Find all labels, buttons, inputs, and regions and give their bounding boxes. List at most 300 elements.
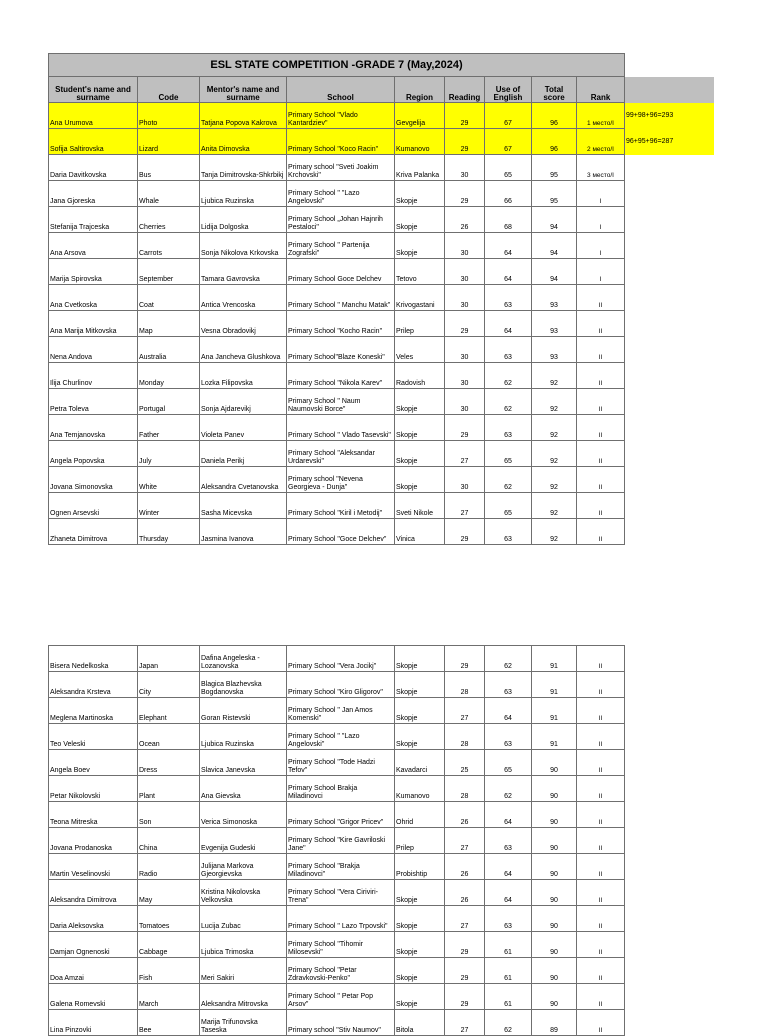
- use-of-english-score: 61: [485, 932, 532, 958]
- use-of-english-score: 62: [485, 776, 532, 802]
- table-row: [49, 129, 715, 155]
- reading-score: 30: [445, 467, 485, 493]
- student-name: Petar Nikolovski: [49, 776, 138, 802]
- total-score: 92: [532, 415, 577, 441]
- student-name: Sofija Saltirovska: [49, 129, 138, 155]
- rank: II: [577, 646, 625, 672]
- rank: II: [577, 750, 625, 776]
- reading-score: 28: [445, 672, 485, 698]
- mentor-name: Jasmina Ivanova: [200, 519, 287, 545]
- rank: II: [577, 984, 625, 1010]
- reading-score: 29: [445, 129, 485, 155]
- rank: II: [577, 958, 625, 984]
- region: Skopje: [395, 932, 445, 958]
- code: City: [138, 672, 200, 698]
- code: Cabbage: [138, 932, 200, 958]
- table-row: [49, 698, 625, 724]
- mentor-name: Marija Trifunovska Taseska: [200, 1010, 287, 1036]
- total-score: 90: [532, 984, 577, 1010]
- code: Winter: [138, 493, 200, 519]
- school: Primary School "Tihomir Milosevski": [287, 932, 395, 958]
- student-name: Galena Romevski: [49, 984, 138, 1010]
- document-title: ESL STATE COMPETITION -GRADE 7 (May,2024): [49, 54, 625, 77]
- mentor-name: Daniela Perikj: [200, 441, 287, 467]
- total-score: 90: [532, 854, 577, 880]
- total-score: 92: [532, 467, 577, 493]
- mentor-name: Tanja Dimitrovska-Shkrbikj: [200, 155, 287, 181]
- school: Primary School "Nikola Karev": [287, 363, 395, 389]
- total-score: 92: [532, 389, 577, 415]
- use-of-english-score: 64: [485, 854, 532, 880]
- student-name: Damjan Ognenoski: [49, 932, 138, 958]
- region: Prilep: [395, 311, 445, 337]
- rank: II: [577, 724, 625, 750]
- student-name: Petra Toleva: [49, 389, 138, 415]
- table-row: [49, 207, 715, 233]
- region: Kavadarci: [395, 750, 445, 776]
- mentor-name: Kristina Nikolovska Velkovska: [200, 880, 287, 906]
- table-row: [49, 828, 625, 854]
- region: Skopje: [395, 880, 445, 906]
- rank: II: [577, 519, 625, 545]
- total-score: 90: [532, 906, 577, 932]
- use-of-english-score: 61: [485, 958, 532, 984]
- school: Primary school "Sveti Joakim Krchovski": [287, 155, 395, 181]
- rank: II: [577, 828, 625, 854]
- use-of-english-score: 62: [485, 646, 532, 672]
- use-of-english-score: 68: [485, 207, 532, 233]
- mentor-name: Julijana Markova Gjeorgievska: [200, 854, 287, 880]
- student-name: Martin Veselinovski: [49, 854, 138, 880]
- reading-score: 27: [445, 441, 485, 467]
- region: Veles: [395, 337, 445, 363]
- code: Radio: [138, 854, 200, 880]
- region: Prilep: [395, 828, 445, 854]
- region: Skopje: [395, 389, 445, 415]
- total-score: 95: [532, 155, 577, 181]
- code: Dress: [138, 750, 200, 776]
- table-row: [49, 932, 625, 958]
- region: Skopje: [395, 441, 445, 467]
- code: Bee: [138, 1010, 200, 1036]
- table-row: [49, 958, 625, 984]
- use-of-english-score: 63: [485, 906, 532, 932]
- rank: II: [577, 441, 625, 467]
- region: Skopje: [395, 646, 445, 672]
- mentor-name: Dafina Angeleska - Lozanovska: [200, 646, 287, 672]
- school: Primary School " "Lazo Angelovski": [287, 181, 395, 207]
- mentor-name: Aleksandra Cvetanovska: [200, 467, 287, 493]
- reading-score: 30: [445, 285, 485, 311]
- region: Skopje: [395, 698, 445, 724]
- mentor-name: Ljubica Ruzinska: [200, 724, 287, 750]
- total-score: 93: [532, 285, 577, 311]
- region: Sveti Nikole: [395, 493, 445, 519]
- total-score: 95: [532, 181, 577, 207]
- use-of-english-score: 62: [485, 1010, 532, 1036]
- student-name: Angela Popovska: [49, 441, 138, 467]
- table-row: [49, 181, 715, 207]
- region: Gevgelija: [395, 103, 445, 129]
- code: Bus: [138, 155, 200, 181]
- reading-score: 29: [445, 415, 485, 441]
- table-row: [49, 984, 625, 1010]
- student-name: Aleksandra Dimitrova: [49, 880, 138, 906]
- student-name: Ana Cvetkoska: [49, 285, 138, 311]
- student-name: Daria Aleksovska: [49, 906, 138, 932]
- use-of-english-score: 64: [485, 880, 532, 906]
- school: Primary School "Aleksandar Urdarevski": [287, 441, 395, 467]
- school: Primary School "Kire Gavriloski Jane": [287, 828, 395, 854]
- school: Primary School "Goce Delchev": [287, 519, 395, 545]
- use-of-english-score: 61: [485, 984, 532, 1010]
- mentor-name: Ljubica Ruzinska: [200, 181, 287, 207]
- school: Primary School "Vera Jocikj": [287, 646, 395, 672]
- header-school: School: [287, 77, 395, 103]
- reading-score: 29: [445, 519, 485, 545]
- school: Primary School " Vlado Tasevski": [287, 415, 395, 441]
- school: Primary School " Naum Naumovski Borce": [287, 389, 395, 415]
- region: Kumanovo: [395, 776, 445, 802]
- student-name: Teo Veleski: [49, 724, 138, 750]
- total-score: 90: [532, 750, 577, 776]
- reading-score: 30: [445, 337, 485, 363]
- use-of-english-score: 63: [485, 519, 532, 545]
- rank: II: [577, 698, 625, 724]
- region: Skopje: [395, 672, 445, 698]
- mentor-name: Verica Simonoska: [200, 802, 287, 828]
- school: Primary School " Partenija Zografski": [287, 233, 395, 259]
- school: Primary School " Petar Pop Arsov": [287, 984, 395, 1010]
- student-name: Ognen Arsevski: [49, 493, 138, 519]
- table-row: [49, 285, 715, 311]
- code: Fish: [138, 958, 200, 984]
- use-of-english-score: 64: [485, 311, 532, 337]
- total-score: 90: [532, 828, 577, 854]
- reading-score: 29: [445, 646, 485, 672]
- table-row: [49, 389, 715, 415]
- total-score: 94: [532, 207, 577, 233]
- rank: II: [577, 672, 625, 698]
- rank: II: [577, 337, 625, 363]
- reading-score: 29: [445, 932, 485, 958]
- school: Primary School " Jan Amos Komenski": [287, 698, 395, 724]
- rank: II: [577, 932, 625, 958]
- code: China: [138, 828, 200, 854]
- header-student: Student's name and surname: [49, 77, 138, 103]
- rank: II: [577, 311, 625, 337]
- use-of-english-score: 65: [485, 750, 532, 776]
- reading-score: 29: [445, 958, 485, 984]
- rank: II: [577, 854, 625, 880]
- table-row: [49, 519, 715, 545]
- student-name: Ilija Churlinov: [49, 363, 138, 389]
- region: Skopje: [395, 233, 445, 259]
- school: Primary School "Kocho Racin": [287, 311, 395, 337]
- reading-score: 29: [445, 311, 485, 337]
- header-region: Region: [395, 77, 445, 103]
- mentor-name: Antica Vrencoska: [200, 285, 287, 311]
- mentor-name: Anita Dimovska: [200, 129, 287, 155]
- school: Primary School "Tode Hadzi Tefov": [287, 750, 395, 776]
- code: White: [138, 467, 200, 493]
- table-row: [49, 493, 715, 519]
- mentor-name: Ana Gievska: [200, 776, 287, 802]
- school: Primary School Brakja Miladinovci: [287, 776, 395, 802]
- total-score: 90: [532, 932, 577, 958]
- school: Primary School " Lazo Trpovski": [287, 906, 395, 932]
- region: Krivogastani: [395, 285, 445, 311]
- rank: II: [577, 493, 625, 519]
- school: Primary school "Stiv Naumov": [287, 1010, 395, 1036]
- reading-score: 28: [445, 724, 485, 750]
- total-score: 92: [532, 441, 577, 467]
- student-name: Aleksandra Krsteva: [49, 672, 138, 698]
- code: July: [138, 441, 200, 467]
- table-row: [49, 467, 715, 493]
- header-reading: Reading: [445, 77, 485, 103]
- reading-score: 30: [445, 233, 485, 259]
- mentor-name: Lidija Dolgoska: [200, 207, 287, 233]
- school: Primary school "Nevena Georgieva - Dunja": [287, 467, 395, 493]
- code: Portugal: [138, 389, 200, 415]
- code: Australia: [138, 337, 200, 363]
- reading-score: 27: [445, 828, 485, 854]
- region: Skopje: [395, 906, 445, 932]
- results-table-2: [48, 645, 625, 1036]
- mentor-name: Goran Ristevski: [200, 698, 287, 724]
- mentor-name: Violeta Panev: [200, 415, 287, 441]
- use-of-english-score: 65: [485, 441, 532, 467]
- table-row: [49, 854, 625, 880]
- school: Primary School "Brakja Miladinovci": [287, 854, 395, 880]
- use-of-english-score: 64: [485, 698, 532, 724]
- table-row: [49, 1010, 625, 1036]
- rank: 3 место/I: [577, 155, 625, 181]
- use-of-english-score: 67: [485, 103, 532, 129]
- code: Tomatoes: [138, 906, 200, 932]
- rank: II: [577, 1010, 625, 1036]
- mentor-name: Sonja Nikolova Krkovska: [200, 233, 287, 259]
- student-name: Ana Temjanovska: [49, 415, 138, 441]
- table-row: [49, 906, 625, 932]
- region: Kumanovo: [395, 129, 445, 155]
- mentor-name: Sonja Ajdarevikj: [200, 389, 287, 415]
- table-row: [49, 880, 625, 906]
- school: Primary School " "Lazo Angelovski": [287, 724, 395, 750]
- school: Primary School "Kiril i Metodij": [287, 493, 395, 519]
- region: Tetovo: [395, 259, 445, 285]
- rank: II: [577, 363, 625, 389]
- student-name: Ana Marija Mitkovska: [49, 311, 138, 337]
- rank: II: [577, 880, 625, 906]
- mentor-name: Tamara Gavrovska: [200, 259, 287, 285]
- code: Japan: [138, 646, 200, 672]
- student-name: Ana Urumova: [49, 103, 138, 129]
- school: Primary School " Manchu Matak": [287, 285, 395, 311]
- reading-score: 26: [445, 880, 485, 906]
- reading-score: 30: [445, 155, 485, 181]
- code: Son: [138, 802, 200, 828]
- student-name: Teona Mitreska: [49, 802, 138, 828]
- mentor-name: Vesna Obradovikj: [200, 311, 287, 337]
- school: Primary School „Johan Hajnrih Pestaloci": [287, 207, 395, 233]
- student-name: Ana Arsova: [49, 233, 138, 259]
- student-name: Jovana Simonovska: [49, 467, 138, 493]
- school: Primary School "Vera Ciriviri-Trena": [287, 880, 395, 906]
- code: May: [138, 880, 200, 906]
- mentor-name: Evgenija Gudeski: [200, 828, 287, 854]
- rank: 2 место/I: [577, 129, 625, 155]
- code: Map: [138, 311, 200, 337]
- table-row: [49, 259, 715, 285]
- student-name: Bisera Nedelkoska: [49, 646, 138, 672]
- region: Skopje: [395, 181, 445, 207]
- code: Elephant: [138, 698, 200, 724]
- rank: II: [577, 285, 625, 311]
- code: Cherries: [138, 207, 200, 233]
- header-total-score: Total score: [532, 77, 577, 103]
- table-row: [49, 441, 715, 467]
- rank: 1 место/I: [577, 103, 625, 129]
- region: Skopje: [395, 467, 445, 493]
- header-use-of-english: Use of English: [485, 77, 532, 103]
- region: Skopje: [395, 958, 445, 984]
- table-row: [49, 776, 625, 802]
- header-mentor: Mentor's name and surname: [200, 77, 287, 103]
- total-score: 90: [532, 802, 577, 828]
- mentor-name: Ana Jancheva Glushkova: [200, 337, 287, 363]
- code: Thursday: [138, 519, 200, 545]
- use-of-english-score: 65: [485, 493, 532, 519]
- school: Primary School"Blaze Koneski": [287, 337, 395, 363]
- table-row: [49, 802, 625, 828]
- rank: I: [577, 259, 625, 285]
- reading-score: 28: [445, 776, 485, 802]
- rank: I: [577, 207, 625, 233]
- use-of-english-score: 63: [485, 415, 532, 441]
- code: Photo: [138, 103, 200, 129]
- region: Skopje: [395, 724, 445, 750]
- header-rank: Rank: [577, 77, 625, 103]
- school: Primary School "Vlado Kantardziev": [287, 103, 395, 129]
- student-name: Jovana Prodanoska: [49, 828, 138, 854]
- mentor-name: Blagica Blazhevska Bogdanovska: [200, 672, 287, 698]
- table-row: [49, 337, 715, 363]
- code: Lizard: [138, 129, 200, 155]
- table-row: [49, 103, 715, 129]
- reading-score: 29: [445, 984, 485, 1010]
- rank: II: [577, 467, 625, 493]
- region: Skopje: [395, 984, 445, 1010]
- region: Skopje: [395, 415, 445, 441]
- code: Ocean: [138, 724, 200, 750]
- reading-score: 27: [445, 906, 485, 932]
- table-row: [49, 415, 715, 441]
- student-name: Angela Boev: [49, 750, 138, 776]
- total-score: 96: [532, 129, 577, 155]
- code: March: [138, 984, 200, 1010]
- reading-score: 29: [445, 181, 485, 207]
- mentor-name: Sasha Micevska: [200, 493, 287, 519]
- school: Primary School "Petar Zdravkovski-Penko": [287, 958, 395, 984]
- student-name: Daria Davitkovska: [49, 155, 138, 181]
- total-score: 91: [532, 672, 577, 698]
- region: Probishtip: [395, 854, 445, 880]
- total-score: 92: [532, 519, 577, 545]
- reading-score: 30: [445, 259, 485, 285]
- table-row: [49, 363, 715, 389]
- reading-score: 25: [445, 750, 485, 776]
- region: Bitola: [395, 1010, 445, 1036]
- mentor-name: Aleksandra Mitrovska: [200, 984, 287, 1010]
- total-score: 94: [532, 233, 577, 259]
- reading-score: 26: [445, 207, 485, 233]
- header-code: Code: [138, 77, 200, 103]
- region: Kriva Palanka: [395, 155, 445, 181]
- code: Father: [138, 415, 200, 441]
- mentor-name: Meri Sakiri: [200, 958, 287, 984]
- use-of-english-score: 64: [485, 802, 532, 828]
- code: Whale: [138, 181, 200, 207]
- reading-score: 29: [445, 103, 485, 129]
- student-name: Stefanija Trajceska: [49, 207, 138, 233]
- region: Vinica: [395, 519, 445, 545]
- rank: I: [577, 181, 625, 207]
- region: Ohrid: [395, 802, 445, 828]
- rank: II: [577, 802, 625, 828]
- mentor-name: Lozka Filipovska: [200, 363, 287, 389]
- use-of-english-score: 63: [485, 285, 532, 311]
- mentor-name: Ljubica Trimoska: [200, 932, 287, 958]
- total-score: 90: [532, 958, 577, 984]
- mentor-name: Lucija Zubac: [200, 906, 287, 932]
- code: Monday: [138, 363, 200, 389]
- total-score: 94: [532, 259, 577, 285]
- total-score: 92: [532, 363, 577, 389]
- total-score: 93: [532, 337, 577, 363]
- score-sum-note: 96+95+96=287: [625, 129, 715, 155]
- reading-score: 30: [445, 363, 485, 389]
- table-row: [49, 646, 625, 672]
- region: Skopje: [395, 207, 445, 233]
- results-table-1: [48, 53, 715, 545]
- reading-score: 27: [445, 698, 485, 724]
- use-of-english-score: 62: [485, 389, 532, 415]
- reading-score: 30: [445, 389, 485, 415]
- total-score: 96: [532, 103, 577, 129]
- table-row: [49, 311, 715, 337]
- school: Primary School "Grigor Pricev": [287, 802, 395, 828]
- use-of-english-score: 66: [485, 181, 532, 207]
- student-name: Marija Spirovska: [49, 259, 138, 285]
- mentor-name: Slavica Janevska: [200, 750, 287, 776]
- student-name: Nena Andova: [49, 337, 138, 363]
- student-name: Jana Gjoreska: [49, 181, 138, 207]
- student-name: Zhaneta Dimitrova: [49, 519, 138, 545]
- total-score: 90: [532, 880, 577, 906]
- reading-score: 27: [445, 493, 485, 519]
- total-score: 91: [532, 646, 577, 672]
- student-name: Doa Amzai: [49, 958, 138, 984]
- table-row: [49, 750, 625, 776]
- use-of-english-score: 65: [485, 155, 532, 181]
- code: September: [138, 259, 200, 285]
- table-row: [49, 155, 715, 181]
- total-score: 93: [532, 311, 577, 337]
- reading-score: 26: [445, 854, 485, 880]
- total-score: 91: [532, 698, 577, 724]
